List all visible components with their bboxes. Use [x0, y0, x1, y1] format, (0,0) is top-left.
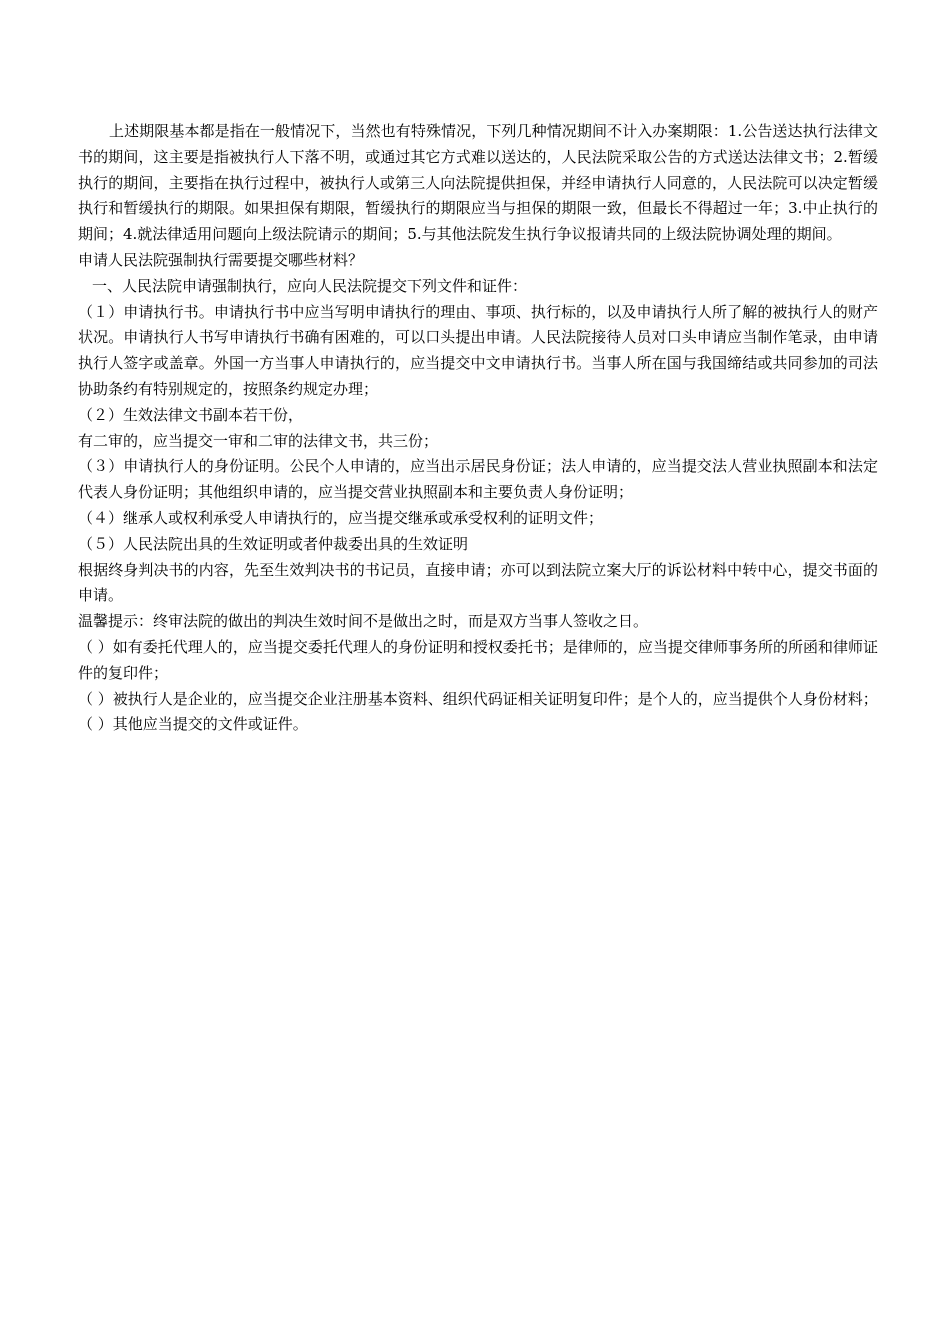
paragraph-item-2: （２）生效法律文书副本若干份， — [78, 405, 304, 424]
paragraph-agent-docs: （ ）如有委托代理人的，应当提交委托代理人的身份证明和授权委托书；是律师的，应当提交律师事务所的所函和律师证件的复印件； — [78, 637, 878, 682]
paragraph-other-docs: （ ）其他应当提交的文件或证件。 — [78, 715, 308, 734]
paragraph-item-4: （４）继承人或权利承受人申请执行的，应当提交继承或承受权利的证明文件； — [78, 508, 604, 527]
document-page — [78, 119, 878, 738]
paragraph-item-2-note: 有二审的，应当提交一审和二审的法律文书，共三份； — [78, 431, 439, 450]
paragraph-question-heading: 申请人民法院强制执行需要提交哪些材料？ — [78, 250, 364, 269]
paragraph-section-one: 一、人民法院申请强制执行，应向人民法院提交下列文件和证件： — [92, 276, 528, 295]
paragraph-item-3: （３）申请执行人的身份证明。公民个人申请的，应当出示居民身份证；法人申请的，应当提交法人营业执照副本和法定代表人身份证明；其他组织申请的，应当提交营业执照副本和主要负责人身份证明； — [78, 457, 878, 502]
paragraph-application-note: 根据终身判决书的内容，先至生效判决书的书记员，直接申请；亦可以到法院立案大厅的诉讼材料中转中心，提交书面的申请。 — [78, 560, 878, 605]
paragraph-enforced-party-docs: （ ）被执行人是企业的，应当提交企业注册基本资料、组织代码证相关证明复印件；是个人的，应当提供个人身份材料； — [78, 689, 878, 708]
paragraph-item-5: （５）人民法院出具的生效证明或者仲裁委出具的生效证明 — [78, 534, 469, 553]
paragraph-period-exclusions: 上述期限基本都是指在一般情况下，当然也有特殊情况，下列几种情况期间不计入办案期限：1.公告送达执行法律文书的期间，这主要是指被执行人下落不明，或通过其它方式难以送达的，人民法院采取公告的方式送达法律文书；2.暂缓执行的期间，主要指在执行过程中，被执行人或第三人向法院提供担保，并经申请执行人同意的，人民法院可以决定暂缓执行和暂缓执行的期限。如果担保有期限，暂缓执行的期限应当与担保的期限一致，但最长不得超过一年；3.中止执行的期间；4.就法律适用问题向上级法院请示的期间；5.与其他法院发生执行争议报请共同的上级法院协调处理的期间。 — [78, 122, 878, 244]
paragraph-reminder: 温馨提示：终审法院的做出的判决生效时间不是做出之时，而是双方当事人签收之日。 — [78, 612, 649, 631]
paragraph-item-1: （１）申请执行书。申请执行书中应当写明申请执行的理由、事项、执行标的，以及申请执行人所了解的被执行人的财产状况。申请执行人书写申请执行书确有困难的，可以口头提出申请。人民法院接待人员对口头申请应当制作笔录，由申请执行人签字或盖章。外国一方当事人申请执行的，应当提交中文申请执行书。当事人所在国与我国缔结或共同参加的司法协助条约有特别规定的，按照条约规定办理； — [78, 302, 878, 398]
